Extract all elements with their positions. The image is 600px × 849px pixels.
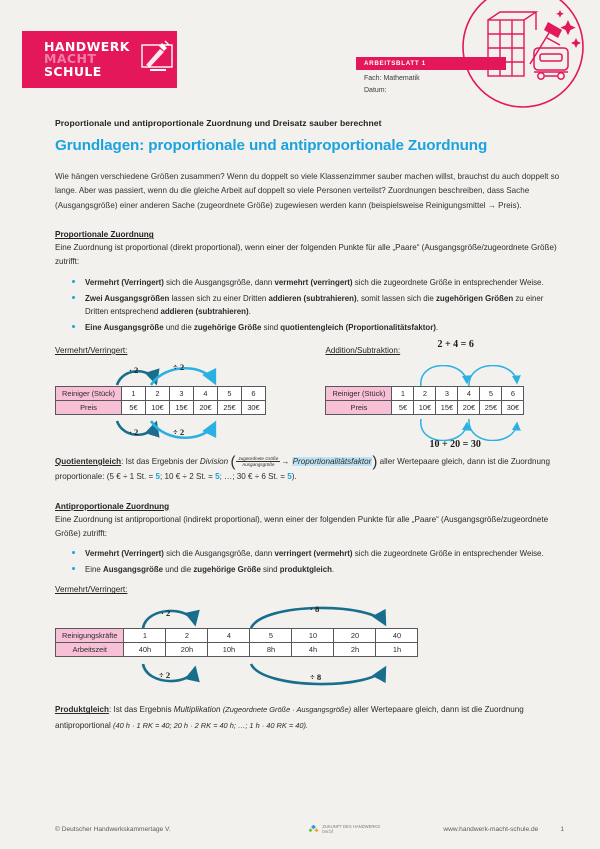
product-examples: (40 h · 1 RK = 40; 20 h · 2 RK = 40 h; …; 1 h · 40 RK = 40). [113, 720, 308, 730]
cell: 20 [334, 629, 376, 643]
cell: 10€ [145, 400, 169, 414]
arrow-label-top-right: ÷ 2 [173, 361, 185, 372]
arrow-label-anti-top-left: · 2 [161, 608, 171, 619]
arrow-label-top-left: · 2 [129, 364, 139, 375]
bullet-strong-1: Vermehrt (Verringert) [85, 277, 164, 287]
equation-bottom: 10 + 20 = 30 [429, 438, 481, 450]
cell: 8h [250, 643, 292, 657]
table-reiniger-preis-2 [325, 386, 524, 415]
partner-line-1: ZUKUNFT DES HANDWERKS [322, 823, 381, 829]
product-paren: (Zugeordnete Größe · Ausgangsgröße) [222, 705, 352, 715]
page-footer [0, 824, 600, 835]
ex-3-a: … [224, 472, 233, 482]
caption-addition-subtraktion: Addition/Subtraktion: [325, 345, 401, 355]
list-item: Eine Ausgangsgröße und die zugehörige Größe sind quotientengleich (Proportionalitätsfaktor). [85, 321, 564, 334]
cell: 40 [376, 629, 418, 643]
list-item: Eine Ausgangsgröße und die zugehörige Größe sind produktgleich. [85, 563, 564, 576]
proportionalitaetsfaktor-highlight: Proportionalitätsfaktor [292, 456, 372, 466]
cell: 4 [208, 629, 250, 643]
row-label-arbeitszeit: Arbeitszeit [56, 643, 124, 657]
worksheet-badge-title: ARBEITSBLATT 1 [364, 60, 426, 67]
page-title: Grundlagen: proportionale und antiproportionale Zuordnung [55, 137, 488, 154]
arrow-label-bottom-left: · 2 [129, 426, 139, 437]
cell: 10 [292, 629, 334, 643]
page-content [0, 112, 600, 733]
cell: 20€ [193, 400, 217, 414]
cell: 1 [392, 386, 414, 400]
arrow-glyph-icon: → [281, 456, 290, 466]
cell: 5€ [392, 400, 414, 414]
cell: 4 [193, 386, 217, 400]
cell: 2 [414, 386, 436, 400]
cell: 1 [124, 629, 166, 643]
quotient-definition: Quotientengleich: Ist das Ergebnis der Division ( $\frac{\text{zugeordnete Größe}}{\text{Ausgangsgröße}}$ → Proportionalitätsfaktor) aller Wertepaare gleich, dann ist die Zuordnung proportionale: (5 € ÷ 1 St. = 5; 10 € ÷ 2 St. = 5; …; 30 € ÷ 6 St. = 5). [55, 453, 550, 482]
intro-paragraph: Wie hängen verschiedene Größen zusammen? Wenn du doppelt so viele Klassenzimmer sauber machen willst, brauchst du auch doppelt so lange. Aber was passiert, wenn du die gleiche Arbeit auf doppelt so viele Personen verteilst? Zuordnungen beschreiben, dass Sache (Ausgangsgröße) einer anderen Sache (zugeordnete Größe) zugewiesen werden kann (beispielsweise Reinigungsmittel → Preis). [55, 172, 560, 210]
pencil-ruler-icon [138, 39, 178, 80]
fraction-quotient [236, 456, 280, 468]
row-label-reiniger-2: Reiniger (Stück) [326, 386, 392, 400]
row-label-preis-2: Preis [326, 400, 392, 414]
arrow-label-anti-bottom-right: ÷ 8 [310, 672, 322, 683]
cell: 2h [334, 643, 376, 657]
brand-logo [22, 31, 177, 88]
section-lead-proportional: Eine Zuordnung ist proportional (direkt proportional), wenn einer der folgenden Punkte für alle „Paare“ (Ausgangsgröße/zugeordnete Größe) zutrifft: [55, 243, 557, 267]
cleaning-illustration-icon [448, 0, 598, 127]
partner-line-2: bm:bf [322, 828, 333, 834]
partner-mark-icon [308, 824, 319, 835]
brand-logo-wordmark [44, 38, 130, 79]
product-text-after: aller Wertepaare gleich, dann ist die Zuordnung antiproportional [55, 705, 524, 730]
bullet-list-proportional [55, 276, 564, 334]
caption-vermehrt-verringert-2: Vermehrt/Verringert: [55, 585, 128, 595]
table-row [56, 400, 266, 414]
section-lead-antiproportional: Eine Zuordnung ist antiproportional (indirekt proportional), wenn einer der folgenden Punkte für alle „Paare“ (Ausgangsgröße/zugeordnete Größe) zutrifft: [55, 514, 549, 538]
cell: 5 [217, 386, 241, 400]
list-item: Vermehrt (Verringert) sich die Ausgangsgröße, dann verringert (vermehrt) sich die zugeordnete Größe in entsprechender Weise. [85, 547, 564, 560]
footer-url[interactable]: www.handwerk-macht-schule.de [443, 826, 539, 833]
subject-row [364, 73, 420, 85]
ex-4-a: 30 € ÷ 6 St. = [236, 472, 288, 482]
cell: 15€ [169, 400, 193, 414]
caption-vermehrt-verringert-1: Vermehrt/Verringert: [55, 345, 128, 355]
cell: 20€ [458, 400, 480, 414]
footer-page-number: 1 [560, 826, 564, 833]
diagram-multiply-divide [55, 361, 305, 441]
page-kicker: Proportionale und antiproportionale Zuordnung und Dreisatz sauber berechnet [55, 118, 382, 128]
cell: 20h [166, 643, 208, 657]
cell: 3 [169, 386, 193, 400]
table-reiniger-preis-1 [55, 386, 266, 415]
quotient-text-before: : Ist das Ergebnis der [121, 456, 200, 466]
list-item: Zwei Ausgangsgrößen lassen sich zu einer Dritten addieren (subtrahieren), somit lassen sich die zugehörigen Größen zu einer Dritten entsprechend addieren (subtrahieren). [85, 292, 564, 318]
cell: 6 [241, 386, 265, 400]
cell: 5 [250, 629, 292, 643]
cell: 25€ [480, 400, 502, 414]
table-reinigungskraefte-arbeitszeit [55, 628, 418, 657]
ex-4-res: 5 [287, 472, 292, 482]
brand-logo-line2: MACHT [44, 51, 97, 67]
subject-label: Fach: [364, 75, 382, 82]
brand-logo-line1: HANDWERK [44, 38, 130, 54]
paren-close: ) [372, 453, 378, 471]
ex-2-res: 5 [215, 472, 220, 482]
ex-2-a: 10 € ÷ 2 St. = [164, 472, 216, 482]
diagram-row-proportional [55, 338, 564, 450]
cell: 3 [436, 386, 458, 400]
cell: 4 [458, 386, 480, 400]
cell: 5 [480, 386, 502, 400]
row-label-preis-1: Preis [56, 400, 122, 414]
table-row [56, 386, 266, 400]
brand-logo-line3: SCHULE [44, 63, 102, 79]
arrow-label-anti-top-right: · 8 [310, 604, 320, 615]
cell: 25€ [217, 400, 241, 414]
row-label-reiniger-1: Reiniger (Stück) [56, 386, 122, 400]
table-row [326, 386, 524, 400]
footer-partner-logo [245, 824, 443, 835]
page-header [0, 0, 600, 112]
cell: 1 [121, 386, 145, 400]
section-heading-antiproportional: Antiproportionale Zuordnung [55, 501, 170, 511]
list-item: Vermehrt (Verringert) sich die Ausgangsgröße, dann vermehrt (verringert) sich die zugeordnete Größe in entsprechender Weise. [85, 276, 564, 289]
table-row [56, 629, 418, 643]
footer-copyright: © Deutscher Handwerkskammertage V. [55, 826, 171, 833]
cell: 6 [502, 386, 524, 400]
diagram-antiproportional [55, 606, 564, 686]
subject-value: Mathematik [383, 75, 420, 82]
ex-1-a: 5 € ÷ 1 St. = [109, 472, 156, 482]
cell: 2 [145, 386, 169, 400]
product-italic-word: Multiplikation [173, 705, 221, 715]
product-term: Produktgleich [55, 705, 109, 715]
ex-1-res: 5 [155, 472, 161, 482]
cell: 30€ [241, 400, 265, 414]
cell: 15€ [436, 400, 458, 414]
paren-open: ( [230, 453, 236, 471]
quotient-italic-word: Division [199, 456, 229, 466]
arrow-label-anti-bottom-left: ÷ 2 [159, 670, 171, 681]
cell: 10h [208, 643, 250, 657]
cell: 30€ [502, 400, 524, 414]
fraction-numerator: zugeordnete Größe [238, 455, 279, 461]
partner-logo-text [322, 825, 380, 834]
cell: 1h [376, 643, 418, 657]
cell: 4h [292, 643, 334, 657]
cell: 40h [124, 643, 166, 657]
table-row [56, 643, 418, 657]
bullet-list-antiproportional [55, 547, 564, 576]
product-definition [55, 702, 564, 733]
section-heading-proportional: Proportionale Zuordnung [55, 230, 154, 240]
fraction-denominator: Ausgangsgröße [242, 462, 275, 468]
cell: 5€ [121, 400, 145, 414]
cell: 2 [166, 629, 208, 643]
equation-top: 2 + 4 = 6 [437, 338, 474, 350]
quotient-text-after: aller Wertepaare gleich, dann ist die Zuordnung proportionale: [55, 456, 550, 482]
arrow-label-bottom-right: ÷ 2 [173, 426, 185, 437]
quotient-term: Quotientengleich [55, 456, 122, 466]
product-text-before: : Ist das Ergebnis [108, 705, 174, 715]
table-row [326, 400, 524, 414]
date-label: Datum: [364, 87, 387, 95]
worksheet-meta [364, 73, 420, 98]
row-label-reinigungskraefte: Reinigungskräfte [56, 629, 124, 643]
cell: 10€ [414, 400, 436, 414]
